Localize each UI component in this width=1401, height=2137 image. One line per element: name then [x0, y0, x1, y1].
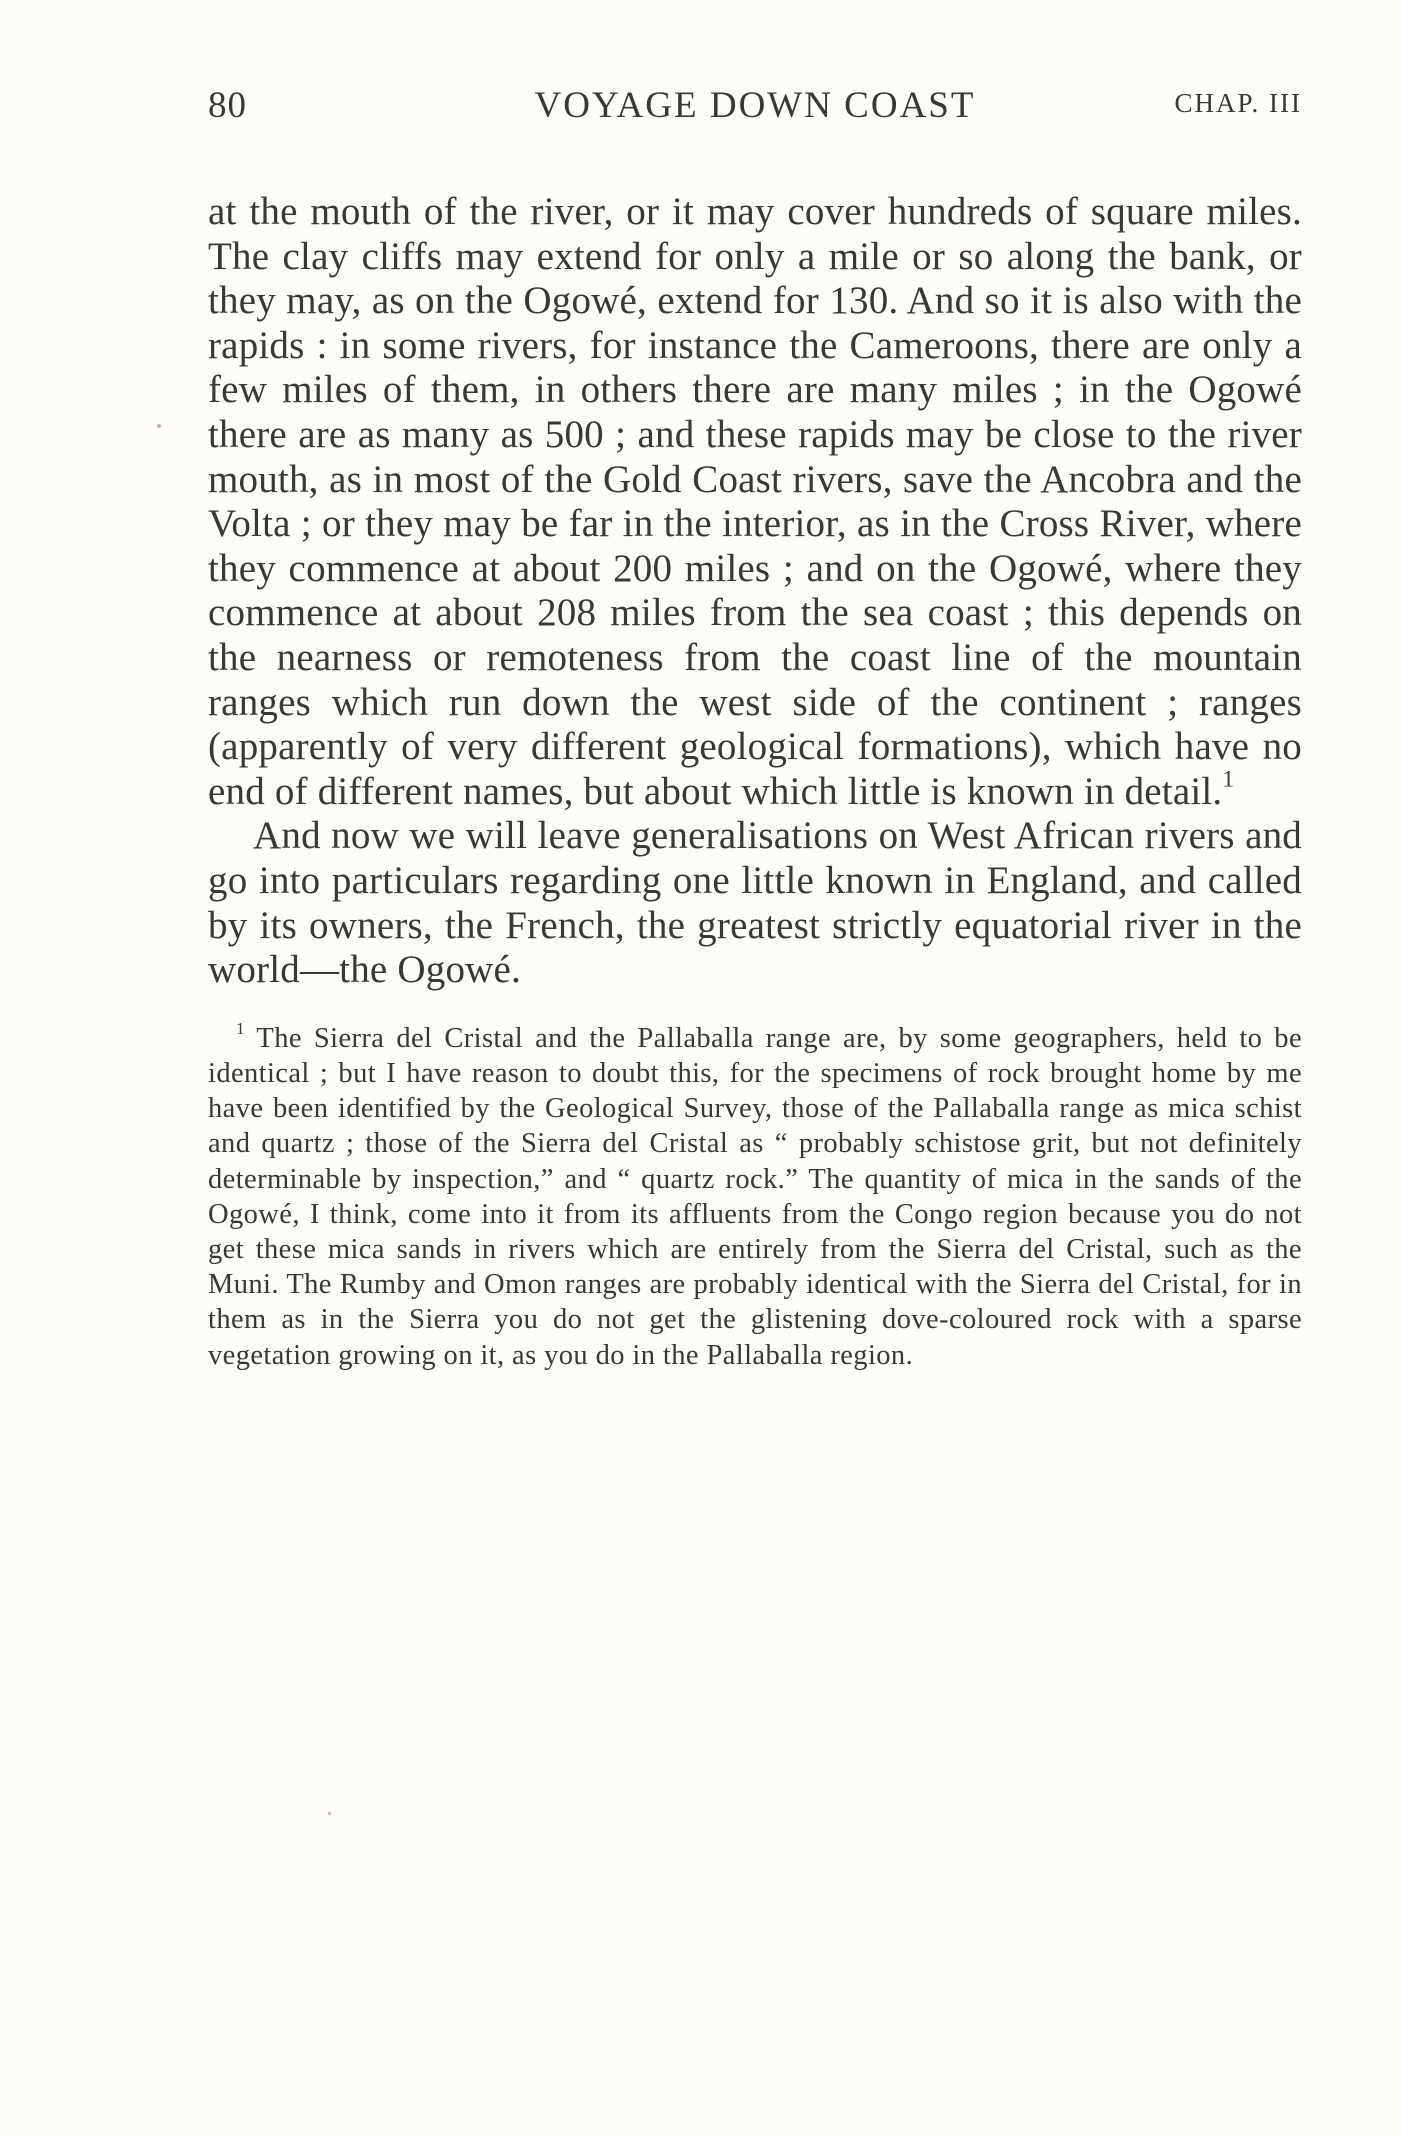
paper-speck — [328, 1812, 331, 1815]
running-title: VOYAGE DOWN COAST — [534, 85, 976, 126]
footnote-paragraph — [208, 1018, 1302, 1373]
running-head — [208, 84, 1302, 134]
paragraph-2: And now we will leave generalisations on West African rivers and go into particulars regarding one little known in England, and called by its owners, the French, the greatest strictly equatorial river in the world—the Ogowé. — [208, 814, 1302, 992]
footnote-text: The Sierra del Cristal and the Pallaballa range are, by some geographers, held to be identical ; but I have reason to doubt this, for the specimens of rock brought home by me have been identified by the Geological Survey, those of the Pallaballa range as mica schist and quartz ; those of the Sierra del Cristal as “ probably schistose grit, but not definitely determinable by inspection,” and “ quartz rock.” The quantity of mica in the sands of the Ogowé, I think, come into it from its affluents from the Congo region because you do not get these mica sands in rivers which are entirely from the Sierra del Cristal, such as the Muni. The Rumby and Omon ranges are probably identical with the Sierra del Cristal, for in them as in the Sierra you do not get the glistening dove-coloured rock with a sparse vegetation growing on it, as you do in the Pallaballa region. — [208, 1022, 1302, 1371]
paragraph-1-text: at the mouth of the river, or it may cover hundreds of square miles. The clay cliffs may extend for only a mile or so along the bank, or they may, as on the Ogowé, extend for 130. And so it is also with the rapids : in some rivers, for instance the Cameroons, there are only a few miles of them, in others there are many miles ; in the Ogowé there are as many as 500 ; and these rapids may be close to the river mouth, as in most of the Gold Coast rivers, save the Ancobra and the Volta ; or they may be far in the interior, as in the Cross River, where they commence at about 200 miles ; and on the Ogowé, where they commence at about 208 miles from the sea coast ; this depends on the nearness or remoteness from the coast line of the mountain ranges which run down the west side of the continent ; ranges (apparently of very different geological formations), which have no end of different names, but about which little is known in detail. — [208, 190, 1302, 813]
footnote — [208, 1018, 1302, 1373]
book-page — [208, 84, 1302, 1373]
footnote-marker: 1 — [236, 1018, 245, 1038]
chapter-label: CHAP. III — [1174, 88, 1302, 118]
page-number: 80 — [208, 85, 247, 126]
footnote-reference: 1 — [1222, 766, 1235, 793]
paper-speck — [157, 424, 161, 428]
paragraph-continued — [208, 190, 1302, 814]
body-text — [208, 190, 1302, 993]
